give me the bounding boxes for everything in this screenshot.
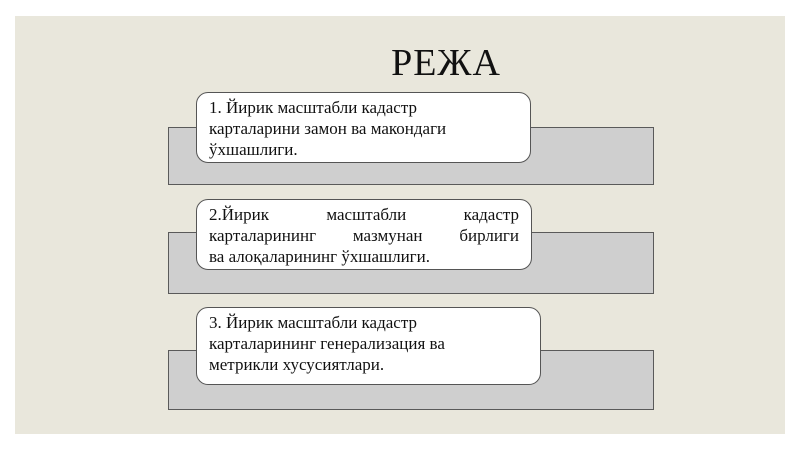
item-1-line-2: карталарини замон ва макондаги — [209, 119, 447, 138]
item-1-text-box — [196, 92, 531, 163]
item-3-line-2: карталарининг генерализация ва — [209, 334, 445, 353]
item-3-line-3: метрикли хусусиятлари. — [209, 355, 385, 374]
slide-title: РЕЖА — [391, 42, 501, 84]
item-2-text-box — [196, 199, 532, 270]
item-2-line-3: ва алоқаларининг ўхшашлиги. — [209, 247, 430, 266]
item-2-line-1: 2.Йирик масштабли кадастр — [209, 205, 519, 224]
slide — [15, 16, 785, 434]
item-1-line-3: ўхшашлиги. — [209, 140, 298, 159]
item-3-line-1: 3. Йирик масштабли кадастр — [209, 313, 417, 332]
item-3-text-box — [196, 307, 541, 385]
item-1-line-1: 1. Йирик масштабли кадастр — [209, 98, 417, 117]
item-2-line-2: карталарининг мазмунан бирлиги — [209, 226, 519, 245]
